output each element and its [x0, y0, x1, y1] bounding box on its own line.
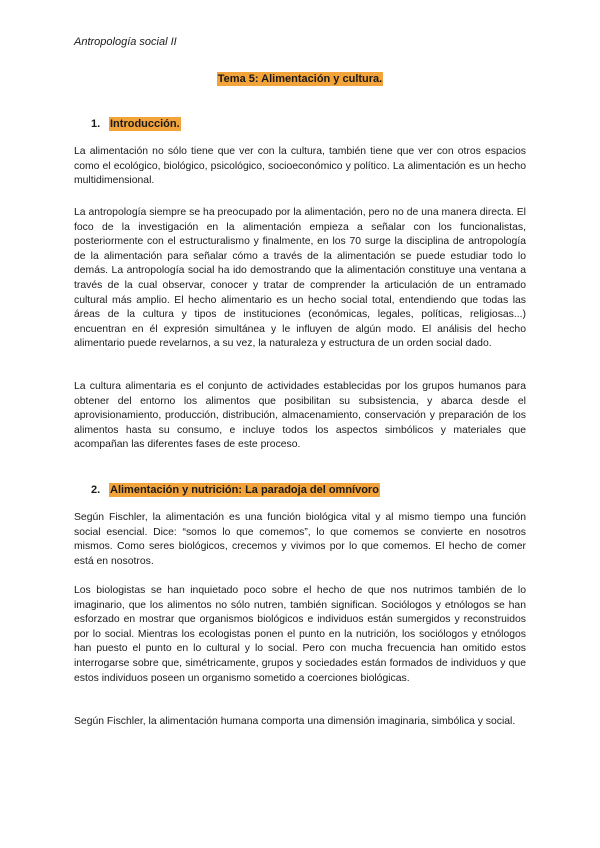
section-label: Introducción.	[110, 118, 180, 130]
paragraph: Los biologistas se han inquietado poco sobre el hecho de que nos nutrimos también de lo imaginario, que los alimentos no sólo nutren, también significan. Sociólogos y etnólogos se han esforzado en mostrar que organismos biológicos e individuos están sumergidos y reconstruidos por lo social. Mientras los ecologistas ponen el punto en la nutrición, los sociólogos y etnólogos han puesto el punto en lo cultural y lo social. Pero con mucha frecuencia han omitido estos interrogarse sobre que, simétricamente, grupos y sociedades están formados de individuos y que estos individuos poseen un organismo sometido a coerciones biológicas.	[74, 585, 526, 684]
section-number: 1.	[91, 118, 101, 130]
section-label: Alimentación y nutrición: La paradoja del omnívoro	[110, 484, 379, 496]
title-wrapper	[0, 69, 600, 87]
paragraph: Según Fischler, la alimentación humana comporta una dimensión imaginaria, simbólica y social.	[74, 716, 516, 727]
section-number: 2.	[91, 484, 101, 496]
running-header: Antropología social II	[74, 36, 177, 48]
paragraph: Según Fischler, la alimentación es una función biológica vital y al mismo tiempo una función social esencial. Dice: “somos lo que comemos”, lo que comemos se convierte en nosotros mismos. Como seres biológicos, crecemos y vivimos por lo que comemos. El hecho de comer está en nosotros.	[74, 512, 526, 567]
document-title: Tema 5: Alimentación y cultura.	[217, 73, 383, 85]
section-heading-alimentacion-nutricion	[91, 484, 380, 496]
paragraph: La alimentación no sólo tiene que ver con la cultura, también tiene que ver con otros espacios como el ecológico, biológico, psicológico, socioeconómico y político. La alimentación es un hecho multidimensional.	[74, 146, 526, 187]
paragraph: La cultura alimentaria es el conjunto de actividades establecidas por los grupos humanos para obtener del entorno los alimentos que posibilitan su subsistencia, y abarca desde el aprovisionamiento, producción, distribución, almacenamiento, conservación y preparación de los alimentos hasta su consumo, e incluye todos los aspectos simbólicos y materiales que acompañan las diferentes fases de este proceso.	[74, 381, 526, 451]
section-heading-introduccion	[91, 118, 181, 130]
paragraph: La antropología siempre se ha preocupado por la alimentación, pero no de una manera directa. El foco de la investigación en la alimentación empieza a señalar con los funcionalistas, posteriormente con el estructuralismo y finalmente, en los 70 surge la disciplina de antropología de la alimentación para señalar cómo a través de la alimentación se puede estudiar todo lo demás. La antropología social ha ido demostrando que la alimentación constituye una ventana a través de la cual observar, conocer y tratar de comprender la articulación de un entramado cultural más amplio. El hecho alimentario es un hecho social total, entendiendo que todas las áreas de la cultura y tipos de instituciones (económicas, legales, políticas, religiosas...) encuentran en él expresión simultánea y le influyen de algún modo. El análisis del hecho alimentario puede revelarnos, a su vez, la naturaleza y estructura de un orden social dado.	[74, 207, 526, 350]
